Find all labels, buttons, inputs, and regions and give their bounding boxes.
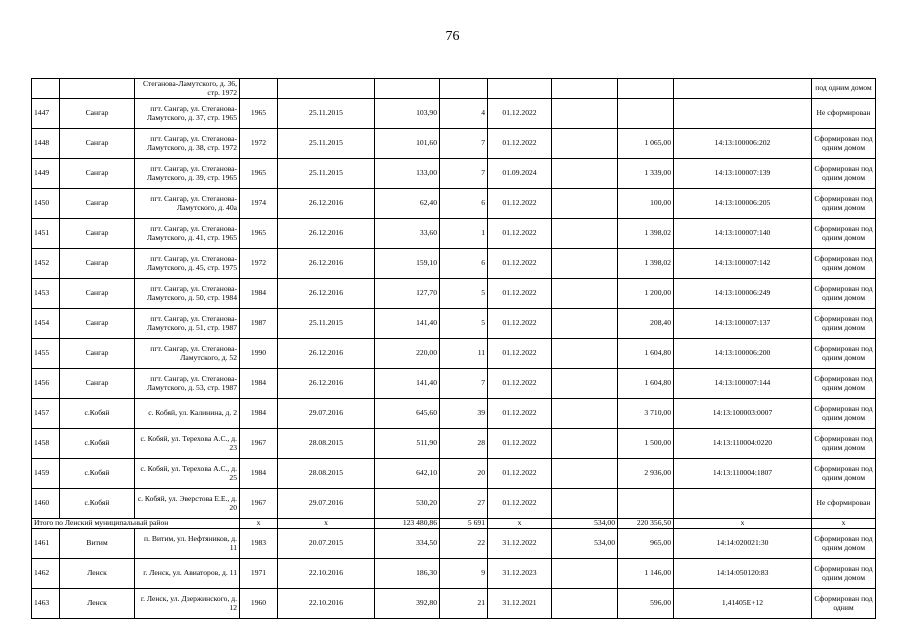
cell-plan: 01.12.2022: [488, 369, 552, 399]
cell-cnt: 21: [440, 589, 488, 619]
cell-plan: 01.12.2022: [488, 489, 552, 519]
cell-cad: 14:13:110004:0220: [674, 429, 812, 459]
table-row: [32, 369, 876, 399]
cell-year: 1990: [240, 339, 278, 369]
cell-status: под одним домом: [812, 79, 876, 99]
cell-year: 1974: [240, 189, 278, 219]
cell-status: Сформирован под одним домом: [812, 459, 876, 489]
cell-date: 29.07.2016: [278, 399, 375, 429]
cell-num: 1460: [32, 489, 60, 519]
cell-year: [240, 79, 278, 99]
cell-status: Сформирован под одним домом: [812, 399, 876, 429]
cell-status: Сформирован под одним домом: [812, 369, 876, 399]
cell-cnt: 22: [440, 529, 488, 559]
cell-plan: 01.12.2022: [488, 99, 552, 129]
housing-registry-table: [31, 78, 876, 619]
cell-sq: [618, 99, 674, 129]
cell-year: 1987: [240, 309, 278, 339]
cell-status: Сформирован под одним домом: [812, 249, 876, 279]
cell-addr: пгт. Сангар, ул. Стеганова-Ламутского, д. 40а: [135, 189, 240, 219]
cell-sq: 1 500,00: [618, 429, 674, 459]
cell-date: 26.12.2016: [278, 249, 375, 279]
cell-status: Не сформирован: [812, 99, 876, 129]
cell-plan: 01.12.2022: [488, 189, 552, 219]
cell-loc: Ленск: [60, 559, 135, 589]
cell-num: 1452: [32, 249, 60, 279]
table-row: [32, 219, 876, 249]
table-row: [32, 559, 876, 589]
cell-blank: [552, 159, 618, 189]
cell-sq: 3 710,00: [618, 399, 674, 429]
table-row: [32, 339, 876, 369]
cell-num: 1447: [32, 99, 60, 129]
cell-num: 1455: [32, 339, 60, 369]
cell-cad: [674, 99, 812, 129]
cell-sq: 2 936,00: [618, 459, 674, 489]
cell-year: 1972: [240, 249, 278, 279]
cell-year: 1984: [240, 399, 278, 429]
cell-blank: [552, 129, 618, 159]
cell-date: 25.11.2015: [278, 309, 375, 339]
cell-addr: п. Витим, ул. Нефтяников, д. 11: [135, 529, 240, 559]
cell-cnt: [440, 79, 488, 99]
cell-num: 1453: [32, 279, 60, 309]
cell-status: Сформирован под одним домом: [812, 279, 876, 309]
cell-area: 33,60: [375, 219, 440, 249]
cell-date: 26.12.2016: [278, 279, 375, 309]
cell-cnt: 7: [440, 129, 488, 159]
cell-sq: 596,00: [618, 589, 674, 619]
table-body: [32, 79, 876, 619]
cell-cad: 1,41405E+12: [674, 589, 812, 619]
cell-num: 1456: [32, 369, 60, 399]
total-label: Итого по Ленский муниципальный район: [32, 519, 240, 529]
cell-cnt: 27: [440, 489, 488, 519]
total-row: [32, 519, 876, 529]
cell-plan: 01.12.2022: [488, 129, 552, 159]
cell-cad: 14:13:100007:137: [674, 309, 812, 339]
cell-num: 1449: [32, 159, 60, 189]
cell-date: 25.11.2015: [278, 129, 375, 159]
cell-loc: Сангар: [60, 249, 135, 279]
cell-addr: пгт. Сангар, ул. Стеганова-Ламутского, д. 53, стр. 1987: [135, 369, 240, 399]
total-status: x: [812, 519, 876, 529]
table-row: [32, 79, 876, 99]
cell-area: 127,70: [375, 279, 440, 309]
cell-blank: [552, 429, 618, 459]
cell-date: 20.07.2015: [278, 529, 375, 559]
cell-date: 22.10.2016: [278, 589, 375, 619]
cell-cnt: 9: [440, 559, 488, 589]
cell-num: 1458: [32, 429, 60, 459]
cell-status: Сформирован под одним домом: [812, 339, 876, 369]
cell-sq: 1 398,02: [618, 249, 674, 279]
cell-loc: Сангар: [60, 189, 135, 219]
cell-loc: Сангар: [60, 309, 135, 339]
cell-addr: пгт. Сангар, ул. Стеганова-Ламутского, д. 45, стр. 1975: [135, 249, 240, 279]
cell-addr: Стеганова-Ламутского, д. 36, стр. 1972: [135, 79, 240, 99]
cell-area: 186,30: [375, 559, 440, 589]
cell-cad: 14:13:100007:140: [674, 219, 812, 249]
cell-sq: 100,00: [618, 189, 674, 219]
cell-status: Сформирован под одним: [812, 589, 876, 619]
cell-year: 1965: [240, 99, 278, 129]
cell-plan: 01.12.2022: [488, 219, 552, 249]
cell-date: [278, 79, 375, 99]
cell-year: 1983: [240, 529, 278, 559]
cell-num: 1454: [32, 309, 60, 339]
cell-cad: [674, 489, 812, 519]
cell-plan: 01.12.2022: [488, 279, 552, 309]
cell-cnt: 5: [440, 279, 488, 309]
table-row: [32, 279, 876, 309]
cell-addr: с. Кобяй, ул. Терехова А.С., д. 23: [135, 429, 240, 459]
cell-plan: [488, 79, 552, 99]
cell-cad: 14:13:100007:142: [674, 249, 812, 279]
cell-date: 25.11.2015: [278, 159, 375, 189]
cell-cnt: 7: [440, 369, 488, 399]
cell-num: 1462: [32, 559, 60, 589]
cell-addr: пгт. Сангар, ул. Стеганова-Ламутского, д. 52: [135, 339, 240, 369]
cell-plan: 01.12.2022: [488, 399, 552, 429]
cell-plan: 01.12.2022: [488, 429, 552, 459]
cell-blank: [552, 369, 618, 399]
total-blank: 534,00: [552, 519, 618, 529]
cell-area: 103,90: [375, 99, 440, 129]
cell-num: 1448: [32, 129, 60, 159]
cell-plan: 01.09.2024: [488, 159, 552, 189]
cell-status: Сформирован под одним домом: [812, 559, 876, 589]
total-cnt: 5 691: [440, 519, 488, 529]
cell-cad: 14:14:020021:30: [674, 529, 812, 559]
cell-num: 1459: [32, 459, 60, 489]
cell-sq: 1 604,80: [618, 339, 674, 369]
cell-num: 1457: [32, 399, 60, 429]
cell-addr: с. Кобяй, ул. Терехова А.С., д. 25: [135, 459, 240, 489]
cell-loc: с.Кобяй: [60, 489, 135, 519]
cell-sq: 1 200,00: [618, 279, 674, 309]
cell-blank: [552, 279, 618, 309]
cell-addr: пгт. Сангар, ул. Стеганова-Ламутского, д. 50, стр. 1984: [135, 279, 240, 309]
cell-date: 29.07.2016: [278, 489, 375, 519]
cell-year: 1984: [240, 369, 278, 399]
cell-year: 1965: [240, 159, 278, 189]
cell-plan: 31.12.2022: [488, 529, 552, 559]
cell-blank: [552, 559, 618, 589]
cell-cnt: 6: [440, 189, 488, 219]
cell-num: 1461: [32, 529, 60, 559]
cell-area: 141,40: [375, 369, 440, 399]
cell-sq: 208,40: [618, 309, 674, 339]
total-year: x: [240, 519, 278, 529]
cell-sq: 1 339,00: [618, 159, 674, 189]
cell-sq: 1 065,00: [618, 129, 674, 159]
cell-cad: 14:13:100003:0007: [674, 399, 812, 429]
cell-cad: 14:13:100006:202: [674, 129, 812, 159]
cell-area: 645,60: [375, 399, 440, 429]
cell-area: 530,20: [375, 489, 440, 519]
cell-area: 101,60: [375, 129, 440, 159]
cell-blank: [552, 489, 618, 519]
cell-loc: Витим: [60, 529, 135, 559]
cell-blank: [552, 99, 618, 129]
cell-year: 1960: [240, 589, 278, 619]
table-row: [32, 399, 876, 429]
cell-sq: 965,00: [618, 529, 674, 559]
cell-area: 511,90: [375, 429, 440, 459]
cell-plan: 01.12.2022: [488, 309, 552, 339]
cell-status: Сформирован под одним домом: [812, 429, 876, 459]
cell-blank: [552, 219, 618, 249]
cell-area: 159,10: [375, 249, 440, 279]
cell-year: 1972: [240, 129, 278, 159]
cell-sq: [618, 79, 674, 99]
table-row: [32, 159, 876, 189]
cell-num: 1450: [32, 189, 60, 219]
table-row: [32, 589, 876, 619]
cell-date: 22.10.2016: [278, 559, 375, 589]
cell-date: 26.12.2016: [278, 189, 375, 219]
cell-status: Сформирован под одним домом: [812, 129, 876, 159]
cell-loc: Сангар: [60, 369, 135, 399]
table-row: [32, 189, 876, 219]
cell-blank: [552, 459, 618, 489]
total-sq: 220 356,50: [618, 519, 674, 529]
table-row: [32, 459, 876, 489]
cell-loc: Сангар: [60, 339, 135, 369]
cell-status: Сформирован под одним домом: [812, 219, 876, 249]
cell-loc: [60, 79, 135, 99]
cell-year: 1967: [240, 489, 278, 519]
table-row: [32, 429, 876, 459]
cell-blank: 534,00: [552, 529, 618, 559]
cell-addr: пгт. Сангар, ул. Стеганова-Ламутского, д. 37, стр. 1965: [135, 99, 240, 129]
cell-area: [375, 79, 440, 99]
cell-sq: [618, 489, 674, 519]
cell-status: Сформирован под одним домом: [812, 309, 876, 339]
cell-loc: Сангар: [60, 129, 135, 159]
cell-cnt: 20: [440, 459, 488, 489]
cell-date: 26.12.2016: [278, 369, 375, 399]
cell-addr: пгт. Сангар, ул. Стеганова-Ламутского, д. 38, стр. 1972: [135, 129, 240, 159]
cell-status: Сформирован под одним домом: [812, 189, 876, 219]
cell-area: 392,80: [375, 589, 440, 619]
table-row: [32, 99, 876, 129]
cell-addr: с. Кобяй, ул. Эверстова Е.Е., д. 20: [135, 489, 240, 519]
cell-addr: г. Ленск, ул. Авиаторов, д. 11: [135, 559, 240, 589]
cell-date: 28.08.2015: [278, 459, 375, 489]
cell-addr: пгт. Сангар, ул. Стеганова-Ламутского, д. 39, стр. 1965: [135, 159, 240, 189]
cell-cad: 14:13:100006:249: [674, 279, 812, 309]
cell-cnt: 1: [440, 219, 488, 249]
cell-cnt: 11: [440, 339, 488, 369]
cell-cnt: 4: [440, 99, 488, 129]
cell-status: Не сформирован: [812, 489, 876, 519]
cell-loc: Сангар: [60, 219, 135, 249]
cell-cad: 14:13:100007:139: [674, 159, 812, 189]
cell-addr: пгт. Сангар, ул. Стеганова-Ламутского, д. 41, стр. 1965: [135, 219, 240, 249]
cell-blank: [552, 399, 618, 429]
total-date: x: [278, 519, 375, 529]
cell-plan: 31.12.2023: [488, 559, 552, 589]
cell-cad: 14:13:100006:205: [674, 189, 812, 219]
total-cad: x: [674, 519, 812, 529]
page-number: 76: [445, 29, 460, 44]
cell-sq: 1 604,80: [618, 369, 674, 399]
cell-plan: 31.12.2021: [488, 589, 552, 619]
cell-date: 25.11.2015: [278, 99, 375, 129]
cell-num: [32, 79, 60, 99]
cell-blank: [552, 189, 618, 219]
cell-date: 26.12.2016: [278, 339, 375, 369]
cell-status: Сформирован под одним домом: [812, 529, 876, 559]
cell-loc: Ленск: [60, 589, 135, 619]
cell-cad: 14:13:100007:144: [674, 369, 812, 399]
cell-area: 334,50: [375, 529, 440, 559]
table-row: [32, 129, 876, 159]
cell-loc: Сангар: [60, 279, 135, 309]
cell-year: 1967: [240, 429, 278, 459]
cell-cnt: 5: [440, 309, 488, 339]
cell-plan: 01.12.2022: [488, 459, 552, 489]
cell-cad: [674, 79, 812, 99]
cell-area: 642,10: [375, 459, 440, 489]
cell-plan: 01.12.2022: [488, 339, 552, 369]
cell-area: 133,00: [375, 159, 440, 189]
total-area: 123 480,86: [375, 519, 440, 529]
cell-addr: с. Кобяй, ул. Калинина, д. 2: [135, 399, 240, 429]
cell-blank: [552, 309, 618, 339]
cell-cad: 14:13:110004:1807: [674, 459, 812, 489]
table-row: [32, 309, 876, 339]
total-plan: x: [488, 519, 552, 529]
cell-date: 26.12.2016: [278, 219, 375, 249]
cell-cnt: 7: [440, 159, 488, 189]
cell-cad: 14:14:050120:83: [674, 559, 812, 589]
cell-cad: 14:13:100006:200: [674, 339, 812, 369]
cell-area: 62,40: [375, 189, 440, 219]
cell-loc: с.Кобяй: [60, 399, 135, 429]
cell-area: 141,40: [375, 309, 440, 339]
cell-year: 1971: [240, 559, 278, 589]
cell-addr: г. Ленск, ул. Дзержинского, д. 12: [135, 589, 240, 619]
cell-sq: 1 398,02: [618, 219, 674, 249]
cell-cnt: 6: [440, 249, 488, 279]
cell-loc: с.Кобяй: [60, 459, 135, 489]
cell-year: 1984: [240, 459, 278, 489]
cell-loc: Сангар: [60, 99, 135, 129]
table-row: [32, 489, 876, 519]
table-row: [32, 249, 876, 279]
cell-blank: [552, 589, 618, 619]
cell-date: 28.08.2015: [278, 429, 375, 459]
cell-num: 1451: [32, 219, 60, 249]
cell-status: Сформирован под одним домом: [812, 159, 876, 189]
cell-sq: 1 146,00: [618, 559, 674, 589]
cell-addr: пгт. Сангар, ул. Стеганова-Ламутского, д. 51, стр. 1987: [135, 309, 240, 339]
cell-year: 1984: [240, 279, 278, 309]
table-row: [32, 529, 876, 559]
cell-year: 1965: [240, 219, 278, 249]
cell-blank: [552, 249, 618, 279]
cell-area: 220,00: [375, 339, 440, 369]
cell-blank: [552, 339, 618, 369]
cell-plan: 01.12.2022: [488, 249, 552, 279]
cell-loc: Сангар: [60, 159, 135, 189]
cell-cnt: 39: [440, 399, 488, 429]
cell-cnt: 28: [440, 429, 488, 459]
cell-num: 1463: [32, 589, 60, 619]
cell-loc: с.Кобяй: [60, 429, 135, 459]
cell-blank: [552, 79, 618, 99]
